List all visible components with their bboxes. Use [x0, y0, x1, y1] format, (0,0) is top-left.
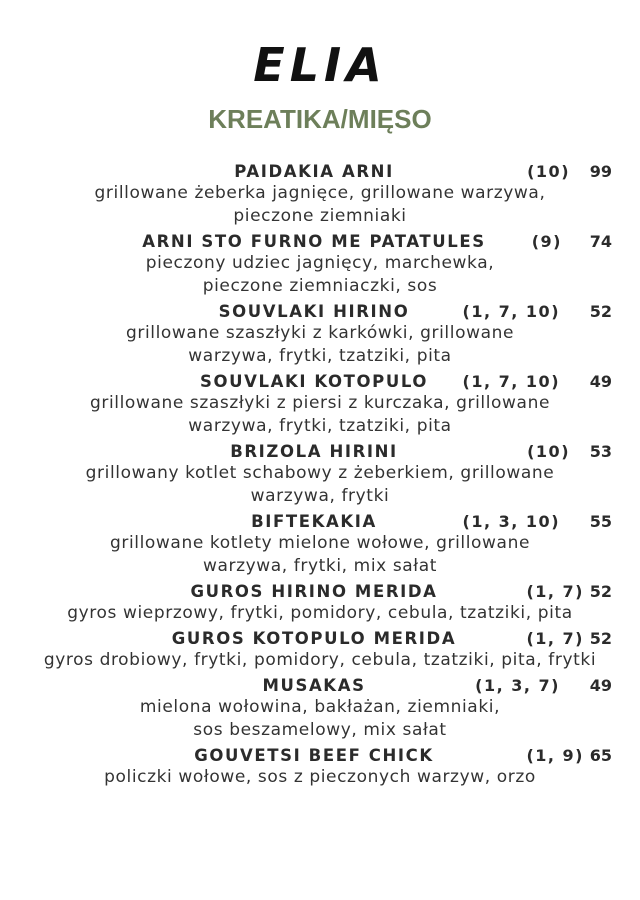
dish-name: SOUVLAKI KOTOPULO: [199, 372, 429, 391]
dish-price: 99: [589, 162, 612, 181]
section-title: KREATIKA/MIĘSO: [208, 104, 432, 134]
dish-name: MUSAKAS: [262, 676, 366, 695]
dish-price: 65: [589, 746, 612, 765]
description-line: pieczone ziemniaczki, sos: [202, 276, 438, 296]
allergen-codes: (10): [527, 442, 570, 461]
dish-price: 52: [589, 582, 612, 601]
menu-item: [0, 228, 640, 298]
menu-item: [0, 578, 640, 625]
description-line: pieczony udziec jagnięcy, marchewka,: [145, 253, 495, 273]
description-line: warzywa, frytki, tzatziki, pita: [188, 346, 452, 366]
allergen-codes: (1, 7): [526, 629, 584, 648]
restaurant-logo: ELIA: [253, 38, 387, 92]
description-line: warzywa, frytki: [250, 486, 390, 506]
allergen-codes: (1, 7, 10): [462, 302, 560, 321]
dish-price: 52: [589, 629, 612, 648]
dish-price: 55: [589, 512, 612, 531]
description-line: grillowane szaszłyki z piersi z kurczaka, grillowane: [89, 393, 551, 413]
description-line: sos beszamelowy, mix sałat: [193, 720, 447, 740]
dish-name: PAIDAKIA ARNI: [234, 162, 394, 181]
description-line: gyros drobiowy, frytki, pomidory, cebula, tzatziki, pita, frytki: [43, 650, 597, 670]
dish-name: SOUVLAKI HIRINO: [218, 302, 410, 321]
description-line: pieczone ziemniaki: [233, 206, 407, 226]
dish-name: BIFTEKAKIA: [251, 512, 377, 531]
allergen-codes: (1, 7, 10): [462, 372, 560, 391]
menu-item: [0, 438, 640, 508]
description-line: gyros wieprzowy, frytki, pomidory, cebula, tzatziki, pita: [67, 603, 573, 623]
dish-name: GUROS HIRINO MERIDA: [190, 582, 438, 601]
dish-name: BRIZOLA HIRINI: [230, 442, 398, 461]
menu-item: [0, 742, 640, 789]
dish-name: GOUVETSI BEEF CHICK: [194, 746, 434, 765]
description-line: mielona wołowina, bakłażan, ziemniaki,: [139, 697, 501, 717]
allergen-codes: (1, 9): [526, 746, 584, 765]
menu-item: [0, 672, 640, 742]
menu-item: [0, 368, 640, 438]
description-line: grillowany kotlet schabowy z żeberkiem, grillowane: [85, 463, 555, 483]
menu-item: [0, 508, 640, 578]
description-line: grillowane kotlety mielone wołowe, grillowane: [109, 533, 531, 553]
description-line: warzywa, frytki, tzatziki, pita: [188, 416, 452, 436]
description-line: grillowane szaszłyki z karkówki, grillowane: [125, 323, 515, 343]
allergen-codes: (1, 3, 10): [462, 512, 560, 531]
dish-price: 74: [589, 232, 612, 251]
dish-price: 53: [589, 442, 612, 461]
allergen-codes: (10): [527, 162, 570, 181]
allergen-codes: (1, 7): [526, 582, 584, 601]
description-line: warzywa, frytki, mix sałat: [202, 556, 438, 576]
menu-item: [0, 158, 640, 228]
description-line: policzki wołowe, sos z pieczonych warzyw, orzo: [104, 767, 536, 787]
description-line: grillowane żeberka jagnięce, grillowane warzywa,: [94, 183, 546, 203]
allergen-codes: (1, 3, 7): [475, 676, 560, 695]
allergen-codes: (9): [531, 232, 562, 251]
dish-name: ARNI STO FURNO ME PATATULES: [142, 232, 486, 251]
menu-item: [0, 625, 640, 672]
dish-price: 49: [589, 372, 612, 391]
menu-item: [0, 298, 640, 368]
dish-price: 52: [589, 302, 612, 321]
dish-price: 49: [589, 676, 612, 695]
menu-list: [0, 158, 640, 789]
dish-name: GUROS KOTOPULO MERIDA: [171, 629, 457, 648]
